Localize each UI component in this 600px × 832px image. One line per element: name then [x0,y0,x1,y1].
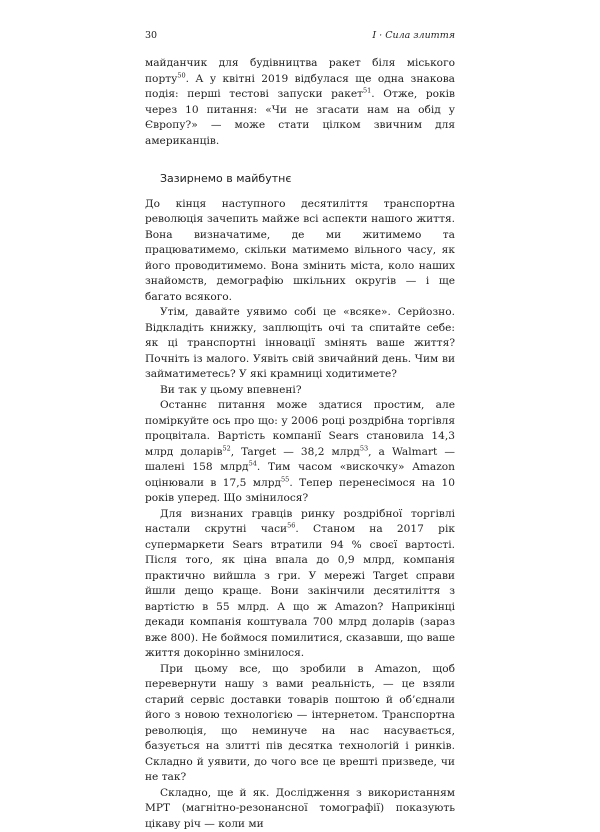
page-header [145,30,455,44]
paragraph: Ви так у цьому впевнені? [145,383,455,399]
running-title: I · Сила злиття [372,30,455,41]
paragraph: Складно, ще й як. Дослідження з використанням МРТ (магнітно-резонансної томографії) показують цікаву річ — коли ми [145,786,455,832]
section-heading: Зазирнемо в майбутнє [160,171,455,187]
paragraph: При цьому все, що зробили в Amazon, щоб перевернути нашу з вами реальність, — це взяли старий сервіс доставки товарів поштою й об’єднали його з новою технологією — інтернетом. Транспортна революція, що неминуче на нас насувається, базується на злитті пів десятка технологій і ринків. Складно й уявити, до чого все це врешті призведе, чи не так? [145,662,455,786]
page-body [145,56,455,832]
paragraph: Для визнаних гравців ринку роздрібної торгівлі настали скрутні часи$^{56}$. Станом на 2017 рік супермаркети Sears втратили 94 % своєї вартості. Після того, як ціна впала до 0,9 млрд, компанія практично вийшла з гри. У мережі Target справи йшли дещо краще. Вони закінчили десятиліття з вартістю в 55 млрд. А що ж Amazon? Наприкінці декади компанія коштувала 700 млрд доларів (зараз вже 800). Не боймося помилитися, сказавши, що ваше життя докорінно змінилося. [145,507,455,662]
paragraph: Утім, давайте уявимо собі це «всяке». Серйозно. Відкладіть книжку, заплющіть очі та спитайте себе: як ці транспортні інновації змінять ваше життя? Почніть із малого. Уявіть свій звичайний день. Чим ви займатиметесь? У які крамниці ходитимете? [145,305,455,383]
page-number: 30 [145,30,157,41]
paragraph: До кінця наступного десятиліття транспортна революція зачепить майже всі аспекти нашого життя. Вона визначатиме, де ми житимемо та працюватимемо, скільки матимемо вільного часу, як його проводитимемо. Вона змінить міста, коло наших знайомств, демографію шкільних округів — і ще багато всякого. [145,197,455,306]
paragraph-intro: майданчик для будівництва ракет біля міського порту$^{50}$. А у квітні 2019 відбулася ще одна знакова подія: перші тестові запуски ракет$^{51}$. Отже, років через 10 питання: «Чи не згасати нам на обід у Європу?» — може стати цілком звичним для американців. [145,56,455,149]
paragraph-retail: Останнє питання може здатися простим, але поміркуйте ось про що: у 2006 році роздрібна торгівля процвітала. Вартість компанії Sears становила 14,3 млрд доларів$^{52}$, Target — 38,2 млрд$^{53}$, а Walmart — шалені 158 млрд$^{54}$. Тим часом «вискочку» Amazon оцінювали в 17,5 млрд$^{55}$. Тепер перенесімося на 10 років уперед. Що змінилося? [145,398,455,507]
